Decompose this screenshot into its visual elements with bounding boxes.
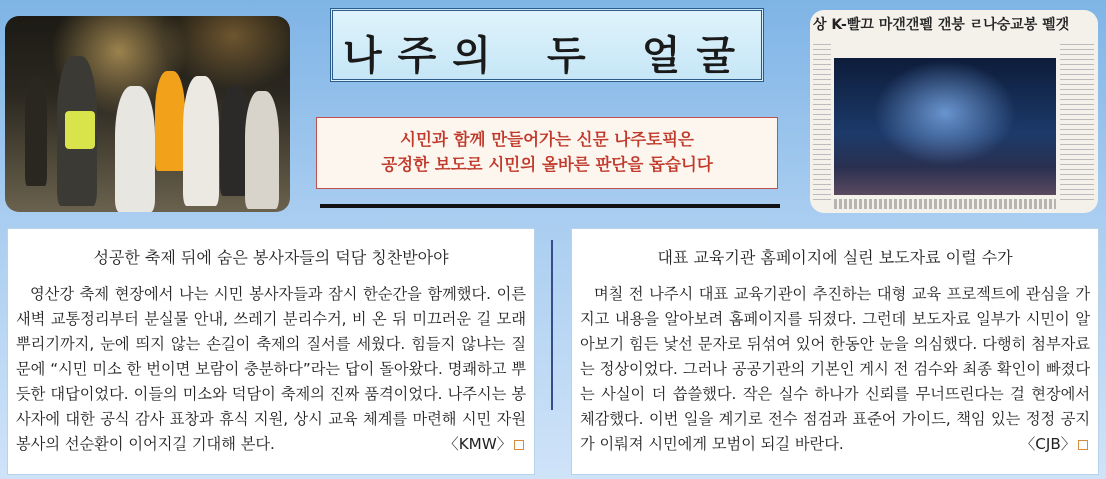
article-body — [580, 282, 1090, 457]
article-title: 성공한 축제 뒤에 숨은 봉사자들의 덕담 칭찬받아야 — [93, 248, 449, 267]
header-divider — [320, 204, 780, 208]
article-title: 대표 교육기관 홈페이지에 실린 보도자료 이럴 수가 — [657, 248, 1013, 267]
article-text: 며칠 전 나주시 대표 교육기관이 추진하는 대형 교육 프로젝트에 관심을 가지고 내용을 알아보려 홈페이지를 뒤졌다. 그런데 보도자료 일부가 시민이 알아보기 힘든 낯선 문자로 뒤섞여 있어 한동안 눈을 의심했다. 다행히 첨부자료는 정상이었다. 그러나 공공기관의 기본인 게시 전 검수와 최종 확인이 빠졌다는 사실이 더 씁쓸했다. 작은 실수 하나가 신뢰를 무너뜨린다는 걸 현장에서 체감했다. 이번 일을 계기로 전수 점검과 표준어 가이드, 책임 있는 정정 공지가 이뤄져 시민에게 모범이 되길 바란다. — [580, 285, 1090, 453]
article-body — [16, 282, 526, 457]
article-text: 영산강 축제 현장에서 나는 시민 봉사자들과 잠시 한순간을 함께했다. 이른 새벽 교통정리부터 분실물 안내, 쓰레기 분리수거, 비 온 뒤 미끄러운 길 모래 뿌리기까지, 눈에 띄지 않는 손길이 축제의 질서를 세웠다. 힘들지 않냐는 질문에 “시민 미소 한 번이면 보람이 충분하다”라는 답이 돌아왔다. 명쾌하고 뿌듯한 대답이었다. 이들의 미소와 덕담이 축제의 진짜 품격이었다. 나주시는 봉사자에 대한 공식 감사 표창과 휴식 지원, 상시 교육 체계를 마련해 시민 자원봉사의 선순환이 이어지길 기대해 본다. — [16, 285, 526, 453]
slogan-box — [316, 117, 778, 189]
clipping-text-column — [813, 44, 831, 204]
article-signature: 〈KMW〉 — [443, 435, 512, 453]
slogan-line-1: 시민과 함께 만들어가는 신문 나주토픽은 — [400, 130, 694, 149]
article-signature-wrap — [1006, 432, 1088, 457]
article-left — [7, 228, 535, 475]
clipping-stage-photo — [834, 58, 1056, 195]
slogan-line-2: 공정한 보도로 시민의 올바른 판단을 돕습니다 — [381, 155, 713, 174]
masthead-title-box — [330, 8, 764, 82]
clipping-headline: 상 K-빨끄 마갠갠펠 갠붕 ㄹ나숭교봉 펠갯 — [813, 17, 1070, 33]
note-mark-icon — [514, 440, 524, 450]
article-right — [571, 228, 1099, 475]
festival-photo — [5, 16, 290, 212]
note-mark-icon — [1078, 440, 1088, 450]
article-signature-wrap — [430, 432, 524, 457]
clipping-text-column — [1060, 44, 1094, 204]
article-signature: 〈CJB〉 — [1020, 435, 1076, 453]
clipping-caption — [834, 199, 1056, 209]
masthead-title: 나주의 두 얼굴 — [342, 33, 751, 79]
newspaper-clipping — [810, 10, 1098, 213]
column-divider — [551, 240, 553, 410]
